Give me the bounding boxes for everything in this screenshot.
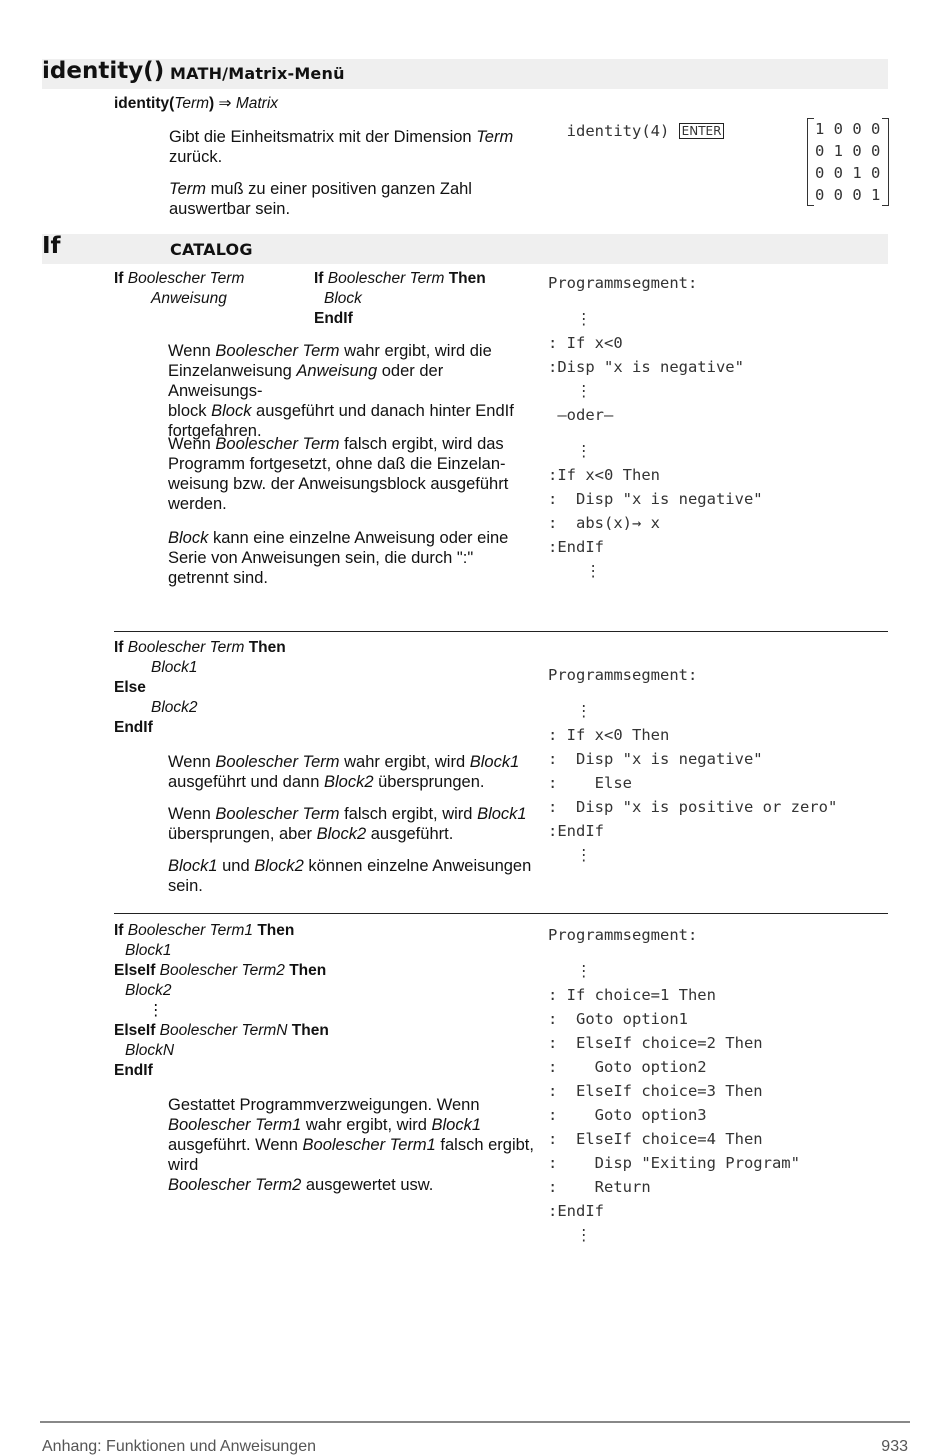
- if-s1-code: [548, 271, 763, 607]
- text-fragment: übersprungen.: [373, 773, 485, 791]
- text-fragment: : Goto option3: [548, 1106, 707, 1124]
- syntax-term: Boolescher Term: [327, 270, 445, 287]
- footer-section-title: Anhang: Funktionen und Anweisungen: [42, 1438, 316, 1455]
- desc-term: Term: [169, 180, 206, 198]
- text-fragment: Then: [248, 639, 286, 656]
- text-fragment: Boolescher Term: [215, 435, 340, 453]
- text-fragment: Else: [114, 679, 146, 696]
- text-fragment: Boolescher Term1: [168, 1116, 302, 1134]
- syntax-arrow: ⇒: [218, 95, 232, 112]
- if-syntax-else: [114, 638, 286, 738]
- syntax-term: Boolescher Term: [127, 270, 245, 287]
- text-fragment: :EndIf: [548, 538, 604, 556]
- footer-rule: [40, 1421, 910, 1423]
- text-fragment: weisung bzw. der Anweisungsblock ausgeführt: [168, 475, 509, 493]
- text-fragment: wahr ergibt, wird: [301, 1116, 432, 1134]
- text-fragment: kann eine einzelne Anweisung oder eine: [208, 529, 509, 547]
- syntax-func: identity(: [114, 95, 175, 112]
- text-fragment: : ElseIf choice=4 Then: [548, 1130, 763, 1148]
- text-fragment: ausgewertet usw.: [301, 1176, 434, 1194]
- text-fragment: werden.: [168, 495, 227, 513]
- text-fragment: Programmsegment:: [548, 926, 698, 944]
- text-fragment: : If choice=1 Then: [548, 986, 716, 1004]
- identity-matrix: [815, 118, 881, 206]
- text-fragment: : Disp "x is positive or zero": [548, 798, 838, 816]
- if-s1-desc-2: [168, 434, 538, 514]
- text-fragment: Serie von Anweisungen sein, die durch ":": [168, 549, 474, 567]
- if-syntax-single: [114, 269, 244, 309]
- identity-menu: MATH/Matrix-Menü: [170, 64, 345, 83]
- text-fragment: Then: [257, 922, 295, 939]
- text-fragment: und: [217, 857, 255, 875]
- if-s1-desc-3: [168, 528, 538, 588]
- desc-text: zurück.: [169, 148, 223, 166]
- text-fragment: Block2: [323, 773, 374, 791]
- text-fragment: Einzelanweisung: [168, 362, 297, 380]
- text-fragment: Then: [289, 962, 327, 979]
- matrix-row: 0 0 1 0: [815, 164, 881, 182]
- text-fragment: Boolescher Term2: [159, 962, 285, 979]
- text-fragment: Block2: [254, 857, 304, 875]
- if-s2-desc-3: [168, 856, 538, 896]
- text-fragment: Block2: [316, 825, 367, 843]
- text-fragment: : If x<0 Then: [548, 726, 670, 744]
- syntax-arg: Term: [174, 95, 210, 112]
- enter-key-icon: ENTER: [679, 123, 725, 139]
- text-fragment: Programmsegment:: [548, 666, 698, 684]
- text-fragment: fortgefahren.: [168, 422, 262, 440]
- text-fragment: ausgeführt und danach hinter EndIf: [251, 402, 514, 420]
- text-fragment: Block1: [477, 805, 527, 823]
- text-fragment: ⋮: [548, 442, 592, 460]
- matrix-row: 0 0 0 1: [815, 186, 881, 204]
- text-fragment: —oder—: [548, 406, 614, 424]
- text-fragment: : Goto option2: [548, 1058, 707, 1076]
- text-fragment: :Disp "x is negative": [548, 358, 744, 376]
- text-fragment: Wenn: [168, 753, 216, 771]
- text-fragment: sein.: [168, 877, 203, 895]
- identity-desc-2: [169, 179, 529, 219]
- kw-then: Then: [448, 270, 486, 287]
- text-fragment: Block1: [151, 659, 198, 676]
- text-fragment: übersprungen, aber: [168, 825, 317, 843]
- footer-page-number: 933: [881, 1438, 908, 1455]
- text-fragment: ⋮: [148, 1002, 164, 1019]
- if-s3-code: [548, 923, 800, 1259]
- text-fragment: wahr ergibt, wird: [339, 753, 470, 771]
- text-fragment: EndIf: [114, 1062, 153, 1079]
- text-fragment: : ElseIf choice=2 Then: [548, 1034, 763, 1052]
- if-syntax-elseif: [114, 921, 329, 1081]
- section-divider: [114, 631, 888, 632]
- section-divider: [114, 913, 888, 914]
- text-fragment: ⋮: [548, 382, 592, 400]
- if-title: If: [42, 233, 61, 259]
- kw-endif: EndIf: [314, 310, 353, 327]
- if-s3-desc-1: [168, 1095, 538, 1195]
- text-fragment: Wenn: [168, 435, 216, 453]
- desc-term: Term: [476, 128, 514, 146]
- text-fragment: ⋮: [548, 310, 592, 328]
- text-fragment: : ElseIf choice=3 Then: [548, 1082, 763, 1100]
- text-fragment: Boolescher Term1: [127, 922, 253, 939]
- text-fragment: ⋮: [548, 962, 592, 980]
- text-fragment: oder der Anweisungs-: [168, 362, 444, 400]
- text-fragment: falsch ergibt, wird das: [339, 435, 504, 453]
- text-fragment: ElseIf: [114, 962, 156, 979]
- text-fragment: :EndIf: [548, 822, 604, 840]
- text-fragment: : Disp "Exiting Program": [548, 1154, 800, 1172]
- identity-header-band: [42, 59, 888, 89]
- text-fragment: Programmsegment:: [548, 274, 698, 292]
- text-fragment: Block1: [431, 1116, 482, 1134]
- text-fragment: ElseIf: [114, 1022, 156, 1039]
- text-fragment: Block1: [125, 942, 172, 959]
- text-fragment: ausgeführt.: [366, 825, 454, 843]
- syntax-result: Matrix: [235, 95, 279, 112]
- text-fragment: Programm fortgesetzt, ohne daß die Einzelan-: [168, 455, 506, 473]
- text-fragment: Block: [168, 529, 209, 547]
- text-fragment: : Disp "x is negative": [548, 750, 763, 768]
- text-fragment: ⋮: [548, 846, 592, 864]
- text-fragment: Boolescher Term1: [302, 1136, 436, 1154]
- text-fragment: Gestattet Programmverzweigungen. Wenn: [168, 1096, 480, 1114]
- text-fragment: falsch ergibt, wird: [339, 805, 478, 823]
- text-fragment: : abs(x)→ x: [548, 514, 660, 532]
- text-fragment: Block1: [469, 753, 520, 771]
- text-fragment: Wenn: [168, 342, 216, 360]
- desc-text: auswertbar sein.: [169, 200, 291, 218]
- text-fragment: können einzelne Anweisungen: [303, 857, 532, 875]
- text-fragment: Boolescher TermN: [159, 1022, 288, 1039]
- if-s2-desc-1: [168, 752, 538, 792]
- text-fragment: Block1: [168, 857, 218, 875]
- syntax-block: Block: [324, 290, 362, 307]
- text-fragment: : If x<0: [548, 334, 623, 352]
- if-header-band: [42, 234, 888, 264]
- text-fragment: getrennt sind.: [168, 569, 268, 587]
- text-fragment: Boolescher Term: [215, 342, 340, 360]
- text-fragment: Wenn: [168, 805, 216, 823]
- text-fragment: EndIf: [114, 719, 153, 736]
- text-fragment: :EndIf: [548, 1202, 604, 1220]
- text-fragment: Boolescher Term: [215, 805, 340, 823]
- text-fragment: ⋮: [548, 562, 601, 580]
- text-fragment: If: [114, 639, 124, 656]
- if-menu: CATALOG: [170, 240, 253, 259]
- text-fragment: ⋮: [548, 702, 592, 720]
- desc-text: muß zu einer positiven ganzen Zahl: [205, 180, 472, 198]
- identity-example: [548, 95, 724, 143]
- if-s1-desc-1: [168, 341, 538, 441]
- text-fragment: Anweisung: [296, 362, 378, 380]
- text-fragment: BlockN: [125, 1042, 175, 1059]
- text-fragment: falsch ergibt, wird: [168, 1136, 534, 1174]
- text-fragment: : Goto option1: [548, 1010, 688, 1028]
- if-s2-desc-2: [168, 804, 538, 844]
- matrix-left-bracket: [807, 118, 814, 206]
- kw-if: If: [314, 270, 324, 287]
- text-fragment: Boolescher Term2: [168, 1176, 302, 1194]
- text-fragment: wahr ergibt, wird die: [339, 342, 492, 360]
- identity-title: identity(): [42, 58, 165, 84]
- text-fragment: : Return: [548, 1178, 651, 1196]
- text-fragment: ausgeführt und dann: [168, 773, 324, 791]
- text-fragment: Boolescher Term: [215, 753, 340, 771]
- syntax-close: ): [209, 95, 215, 112]
- matrix-right-bracket: [882, 118, 889, 206]
- text-fragment: : Disp "x is negative": [548, 490, 763, 508]
- text-fragment: Block2: [125, 982, 172, 999]
- identity-desc-1: [169, 127, 529, 167]
- syntax-stmt: Anweisung: [151, 290, 227, 307]
- if-s2-code: [548, 663, 837, 879]
- matrix-row: 1 0 0 0: [815, 120, 881, 138]
- desc-text: Gibt die Einheitsmatrix mit der Dimension: [169, 128, 477, 146]
- text-fragment: block: [168, 402, 212, 420]
- text-fragment: ausgeführt. Wenn: [168, 1136, 303, 1154]
- matrix-row: 0 1 0 0: [815, 142, 881, 160]
- kw-if: If: [114, 270, 124, 287]
- text-fragment: Then: [291, 1022, 329, 1039]
- text-fragment: Block: [211, 402, 252, 420]
- text-fragment: Block2: [151, 699, 198, 716]
- text-fragment: If: [114, 922, 124, 939]
- text-fragment: Boolescher Term: [127, 639, 245, 656]
- identity-syntax: [114, 94, 278, 114]
- text-fragment: : Else: [548, 774, 632, 792]
- example-input: identity(4): [566, 122, 670, 140]
- text-fragment: ⋮: [548, 1226, 592, 1244]
- if-syntax-block: [314, 269, 486, 329]
- text-fragment: :If x<0 Then: [548, 466, 660, 484]
